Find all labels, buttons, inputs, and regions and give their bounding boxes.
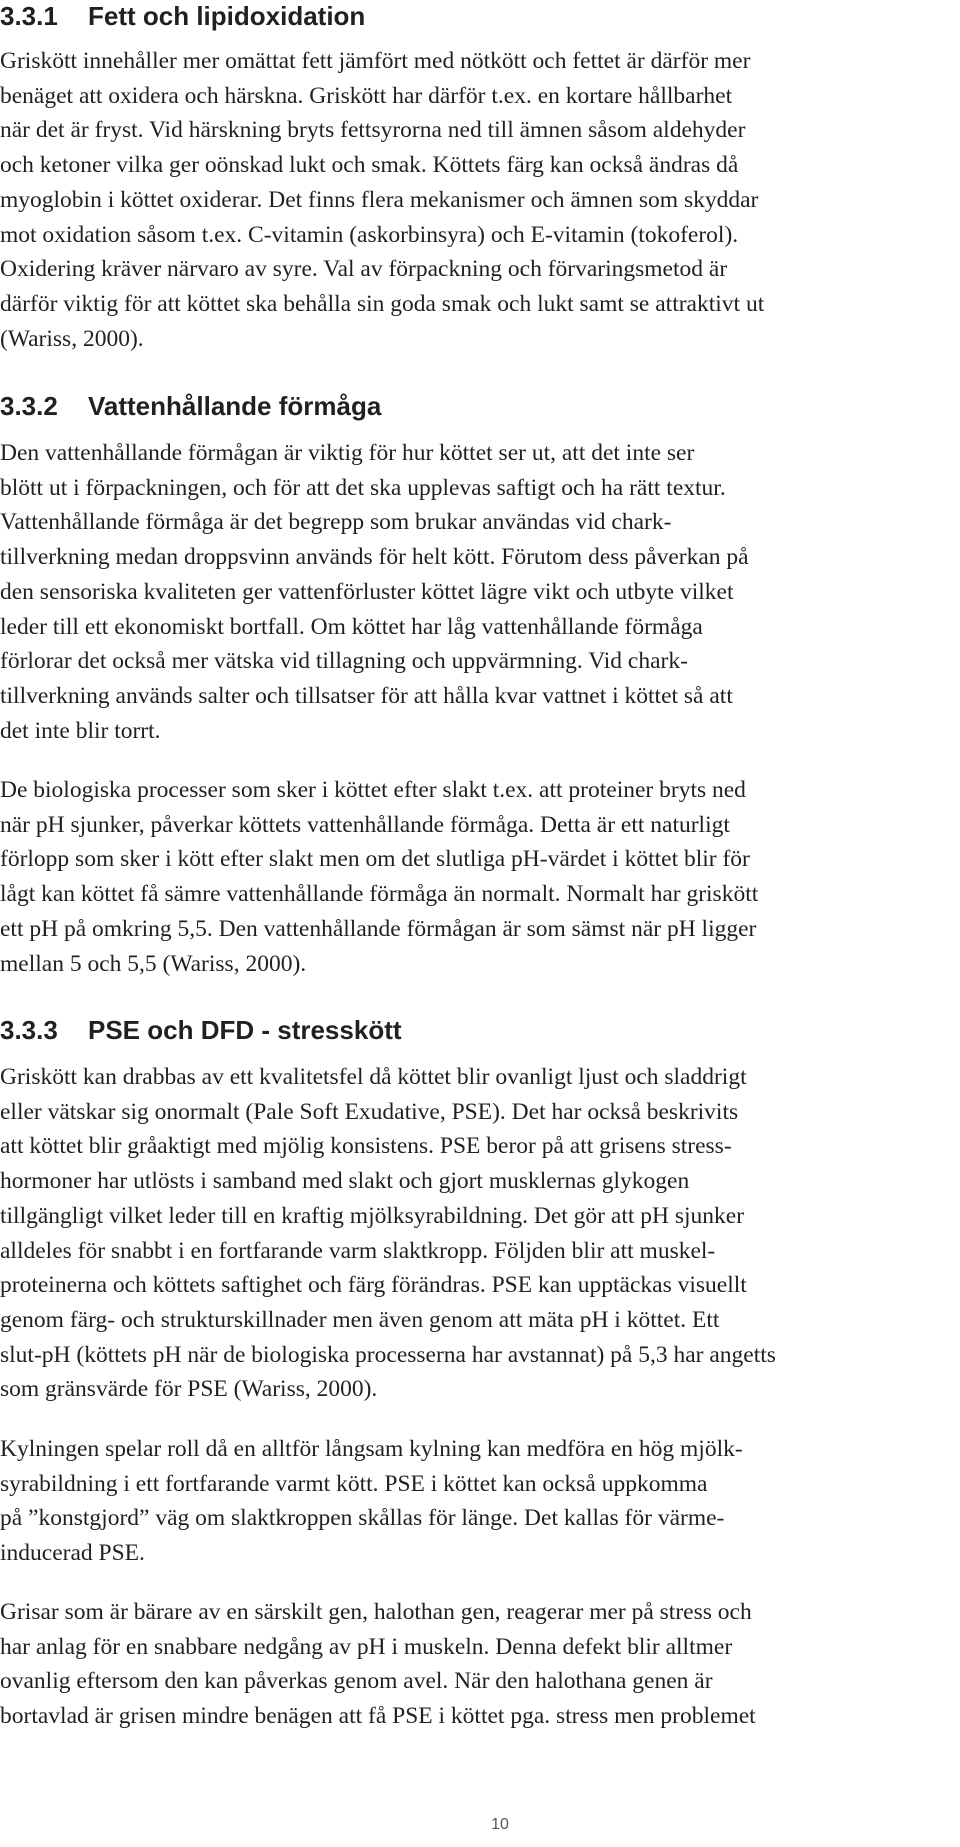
text-line: förlopp som sker i kött efter slakt men om det slutliga pH-värdet i köttet blir för — [0, 846, 750, 873]
text-line: tillgängligt vilket leder till en kraftig mjölksyrabildning. Det gör att pH sjunker — [0, 1202, 745, 1229]
text-line: Kylningen spelar roll då en alltför långsam kylning kan medföra en hög mjölk- — [0, 1436, 743, 1462]
paragraph-pse-dfd-1 — [0, 1060, 955, 1407]
text-line: leder till ett ekonomiskt bortfall. Om köttet har låg vattenhållande förmåga — [0, 613, 703, 640]
section-title: Vattenhållande förmåga — [88, 391, 382, 421]
text-line: (Wariss, 2000). — [0, 325, 144, 352]
text-line: den sensoriska kvaliteten ger vattenförluster köttet lägre vikt och utbyte vilket — [0, 578, 734, 605]
text-line: Vattenhållande förmåga är det begrepp som brukar användas vid chark- — [0, 509, 672, 536]
text-line: blött ut i förpackningen, och för att det ska upplevas saftigt och ha rätt textur. — [0, 474, 726, 501]
text-line: mellan 5 och 5,5 (Wariss, 2000). — [0, 950, 307, 977]
section-heading-3-3-1 — [0, 0, 365, 32]
text-line: på ”konstgjord” väg om slaktkroppen skållas för länge. Det kallas för värme- — [0, 1505, 725, 1532]
text-line: Grisar som är bärare av en särskilt gen, halothan gen, reagerar mer på stress och — [0, 1599, 752, 1625]
paragraph-pse-dfd-3 — [0, 1595, 955, 1734]
text-line: när det är fryst. Vid härskning bryts fettsyrorna ned till ämnen såsom aldehyder — [0, 117, 746, 144]
paragraph-vattenhallande-2 — [0, 773, 955, 981]
text-line: lågt kan köttet få sämre vattenhållande förmåga än normalt. Normalt har griskött — [0, 881, 759, 908]
text-line: som gränsvärde för PSE (Wariss, 2000). — [0, 1376, 378, 1403]
text-line: myoglobin i köttet oxiderar. Det finns flera mekanismer och ämnen som skyddar — [0, 186, 759, 213]
text-line: det inte blir torrt. — [0, 717, 161, 744]
text-line: mot oxidation såsom t.ex. C-vitamin (askorbinsyra) och E-vitamin (tokoferol). — [0, 221, 739, 248]
text-line: förlorar det också mer vätska vid tillagning och uppvärmning. Vid chark- — [0, 648, 688, 675]
text-line: alldeles för snabbt i en fortfarande varm slaktkropp. Följden blir att muskel- — [0, 1237, 716, 1264]
text-line: ett pH på omkring 5,5. Den vattenhållande förmågan är som sämst när pH ligger — [0, 915, 757, 942]
section-number: 3.3.3 — [0, 1015, 58, 1045]
text-line: har anlag för en snabbare nedgång av pH i muskeln. Denna defekt blir alltmer — [0, 1633, 733, 1660]
text-line: ovanlig eftersom den kan påverkas genom avel. När den halothana genen är — [0, 1668, 713, 1695]
text-line: tillverkning används salter och tillsatser för att hålla kvar vattnet i köttet så att — [0, 682, 733, 709]
text-line: Griskött innehåller mer omättat fett jämfört med nötkött och fettet är därför mer — [0, 48, 751, 74]
text-line: benäget att oxidera och härskna. Griskött har därför t.ex. en kortare hållbarhet — [0, 82, 733, 109]
text-line: inducerad PSE. — [0, 1540, 145, 1567]
section-title: Fett och lipidoxidation — [88, 1, 366, 31]
paragraph-pse-dfd-2 — [0, 1432, 955, 1571]
text-line: eller vätskar sig onormalt (Pale Soft Exudative, PSE). Det har också beskrivits — [0, 1098, 739, 1125]
text-line: därför viktig för att köttet ska behålla sin goda smak och lukt samt se attraktivt ut — [0, 290, 765, 317]
text-line: och ketoner vilka ger oönskad lukt och smak. Köttets färg kan också ändras då — [0, 152, 739, 179]
text-line: hormoner har utlösts i samband med slakt och gjort musklernas glykogen — [0, 1168, 690, 1195]
page-number: 10 — [491, 1816, 509, 1833]
text-line: bortavlad är grisen mindre benägen att få PSE i köttet pga. stress men problemet — [0, 1703, 756, 1730]
text-line: tillverkning medan droppsvinn används för helt kött. Förutom dess påverkan på — [0, 544, 749, 571]
text-line: De biologiska processer som sker i köttet efter slakt t.ex. att proteiner bryts ned — [0, 777, 746, 803]
section-number: 3.3.1 — [0, 1, 58, 31]
paragraph-fett-lipidoxidation — [0, 44, 955, 356]
text-line: slut-pH (köttets pH när de biologiska processerna har avstannat) på 5,3 har angetts — [0, 1341, 776, 1368]
text-line: proteinerna och köttets saftighet och färg förändras. PSE kan upptäckas visuellt — [0, 1272, 747, 1299]
text-line: syrabildning i ett fortfarande varmt kött. PSE i köttet kan också uppkomma — [0, 1470, 708, 1497]
text-line: att köttet blir gråaktigt med mjölig konsistens. PSE beror på att grisens stress- — [0, 1133, 732, 1160]
text-line: Oxidering kräver närvaro av syre. Val av förpackning och förvaringsmetod är — [0, 256, 728, 283]
text-line: Griskött kan drabbas av ett kvalitetsfel då köttet blir ovanligt ljust och sladdrigt — [0, 1064, 747, 1090]
section-heading-3-3-2 — [0, 390, 381, 422]
text-line: Den vattenhållande förmågan är viktig för hur köttet ser ut, att det inte ser — [0, 440, 695, 466]
section-heading-3-3-3 — [0, 1014, 402, 1046]
text-line: genom färg- och strukturskillnader men även genom att mäta pH i köttet. Ett — [0, 1306, 720, 1333]
section-title: PSE och DFD - stresskött — [88, 1015, 402, 1045]
text-line: när pH sjunker, påverkar köttets vattenhållande förmåga. Detta är ett naturligt — [0, 811, 730, 838]
paragraph-vattenhallande-1 — [0, 436, 955, 748]
section-number: 3.3.2 — [0, 391, 58, 421]
